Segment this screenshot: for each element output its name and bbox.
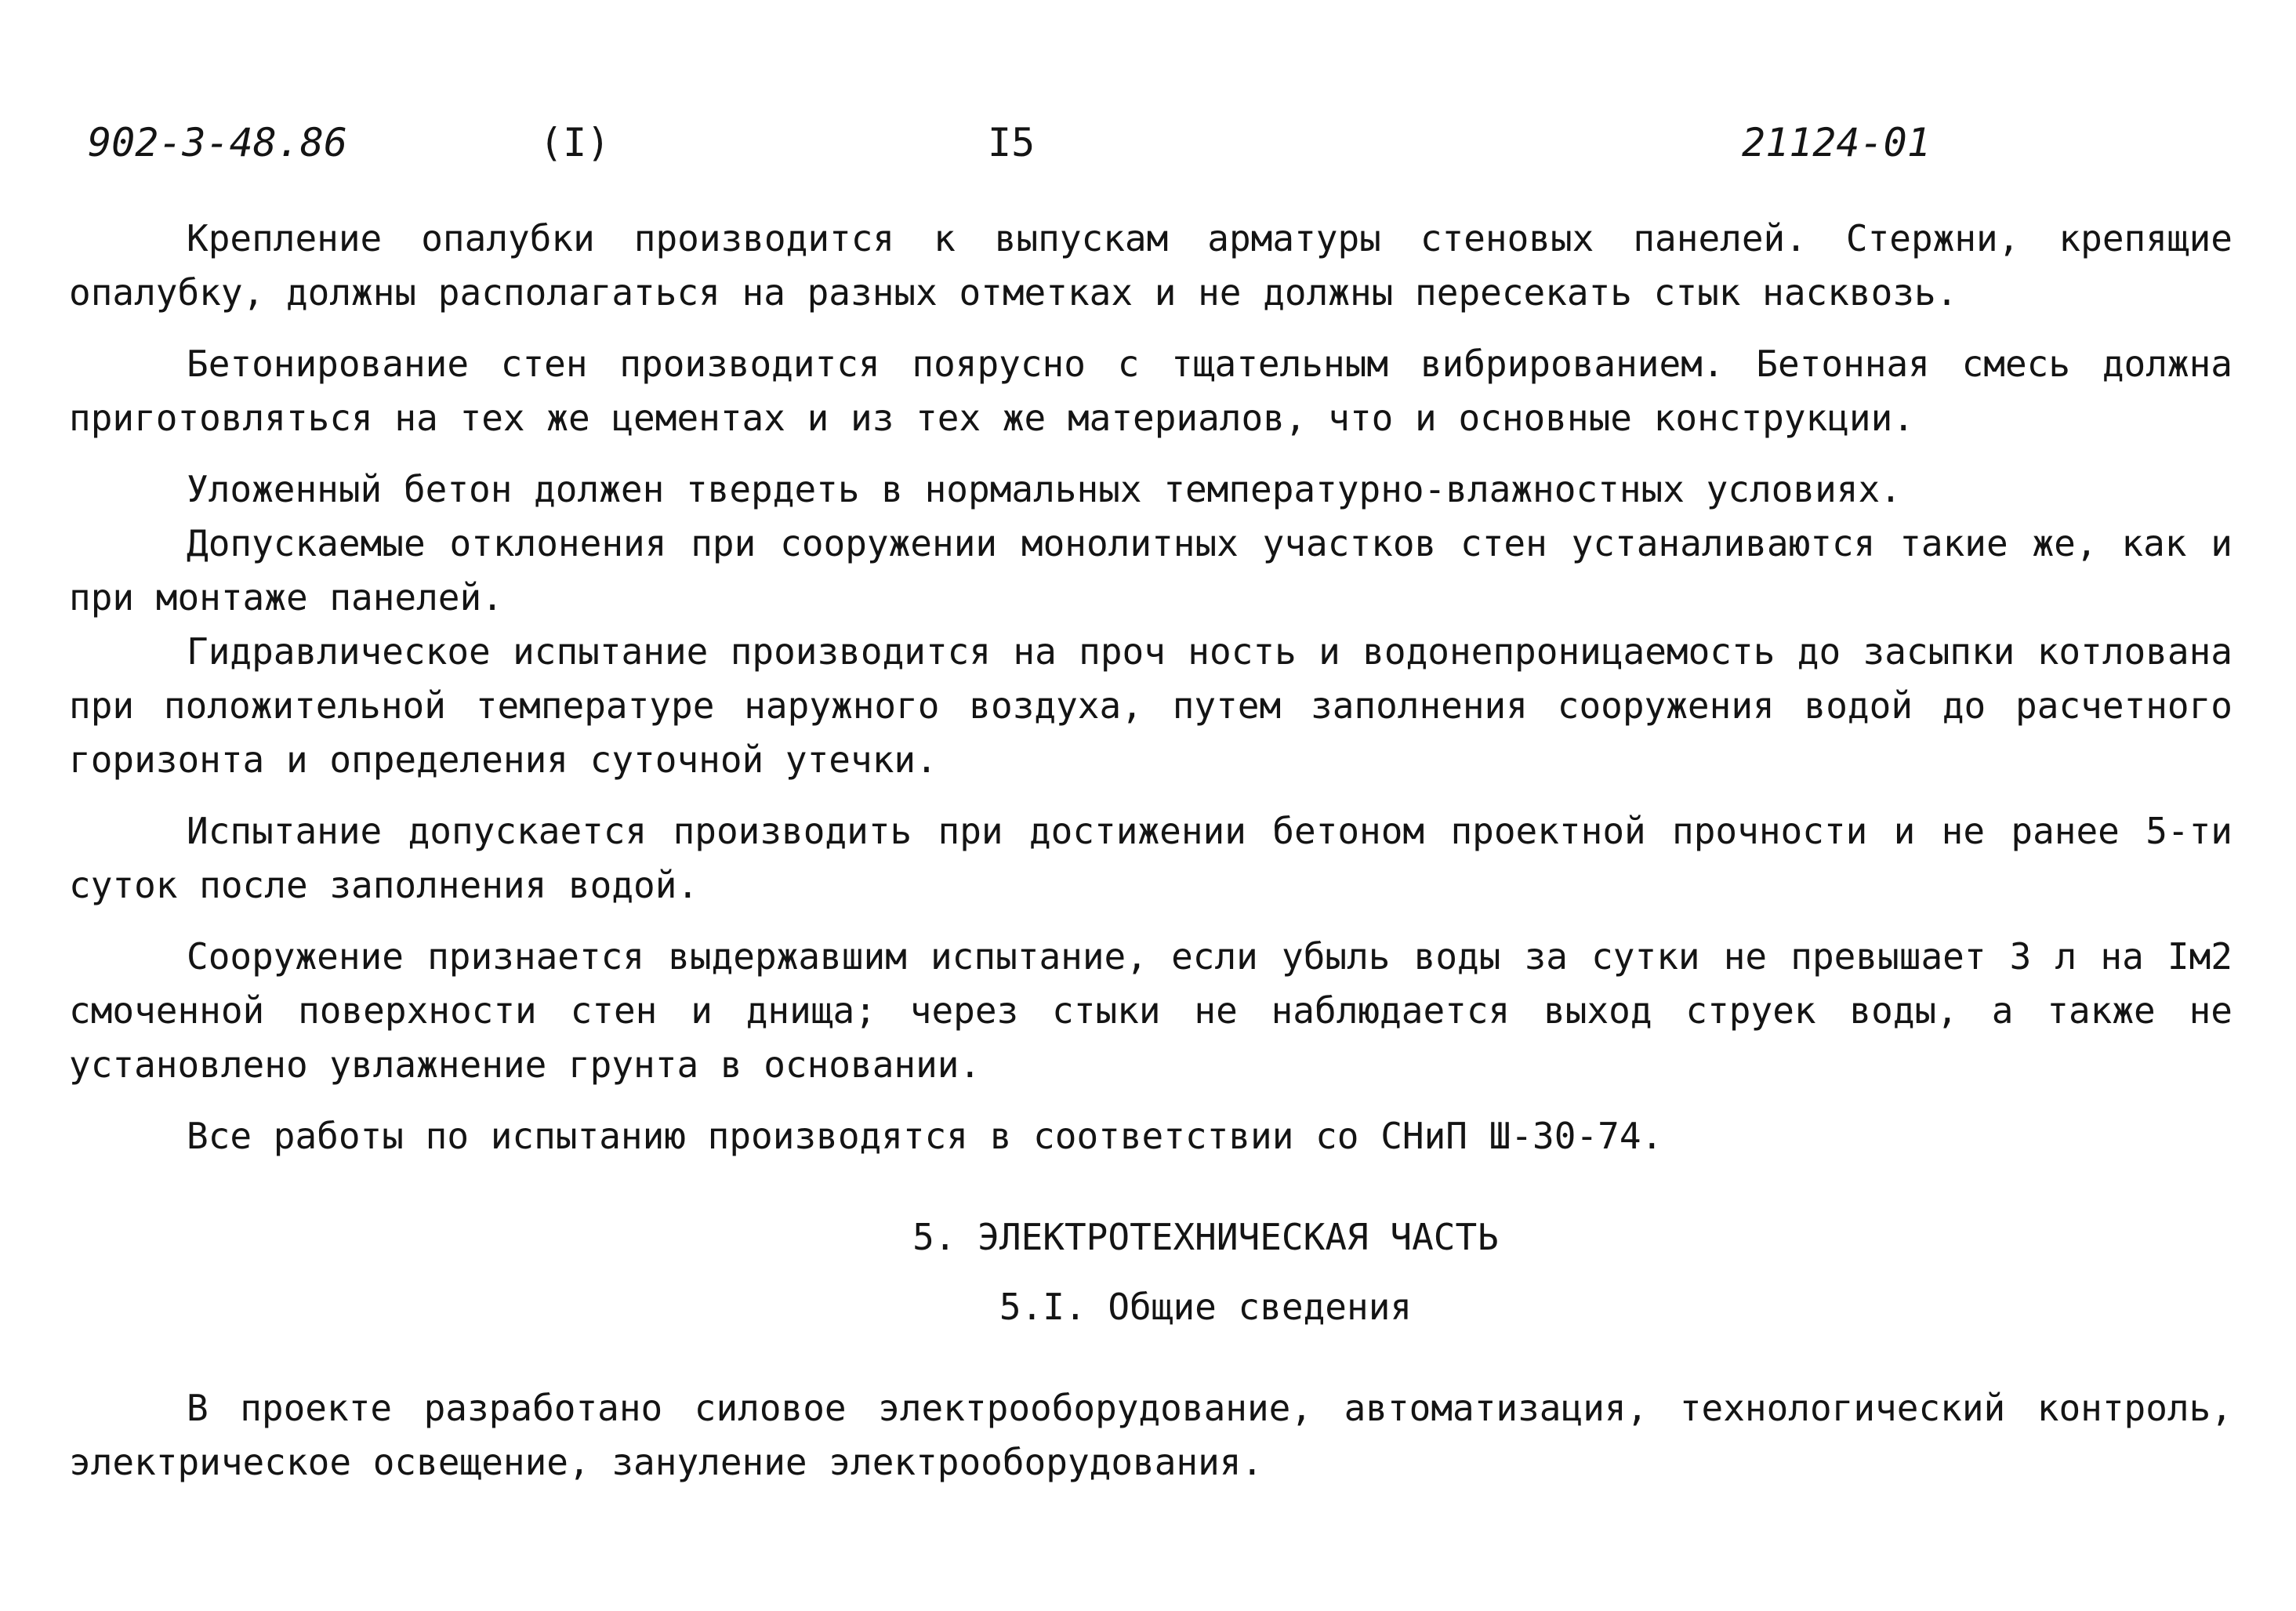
paragraph-hydraulic-test: Гидравлическое испытание производится на проч ность и водонепроницаемость до засыпки котлована при положительной температуре наружного воздуха, путем заполнения сооружения водой до расчетного горизонта и определения суточной утечки. — [69, 630, 2233, 781]
doc-code: 902-3-48.86 — [88, 120, 348, 165]
volume-label: (I) — [539, 120, 611, 165]
inventory-number: 21124-01 — [1742, 120, 1931, 165]
paragraph-concreting: Бетонирование стен производится поярусно с тщательным вибрированием. Бетонная смесь должна приготовляться на тех же цементах и из тех же материалов, что и основные конструкции. — [69, 343, 2233, 439]
paragraph-curing: Уложенный бетон должен твердеть в нормальных температурно-влажностных условиях. — [187, 468, 1902, 510]
paragraph-test-timing: Испытание допускается производить при достижении бетоном проектной прочности и не ранее 5-ти суток после заполнения водой. — [69, 810, 2233, 906]
page-number: I5 — [988, 120, 1036, 165]
paragraph-test-criteria: Сооружение признается выдержавшим испытание, если убыль воды за сутки не превышает 3 л на Iм2 смоченной поверхности стен и днища; через стыки не наблюдается выход струек воды, а также не установлено увлажнение грунта в основании. — [69, 935, 2233, 1086]
subsection-title: 5.I. Общие сведения — [999, 1286, 1413, 1328]
paragraph-electrical-scope: В проекте разработано силовое электрооборудование, автоматизация, технологический контроль, электрическое освещение, зануление электрооборудования. — [69, 1387, 2233, 1483]
paragraph-tolerances: Допускаемые отклонения при сооружении монолитных участков стен устаналиваются такие же, как и при монтаже панелей. — [69, 522, 2233, 619]
paragraph-test-standard: Все работы по испытанию производятся в соответствии со СНиП Ш-30-74. — [187, 1115, 1663, 1157]
paragraph-formwork: Крепление опалубки производится к выпускам арматуры стеновых панелей. Стержни, крепящие опалубку, должны располагаться на разных отметках и не должны пересекать стык насквозь. — [69, 217, 2233, 314]
section-title: 5. ЭЛЕКТРОТЕХНИЧЕСКАЯ ЧАСТЬ — [912, 1216, 1499, 1258]
document-body — [69, 212, 2233, 1507]
